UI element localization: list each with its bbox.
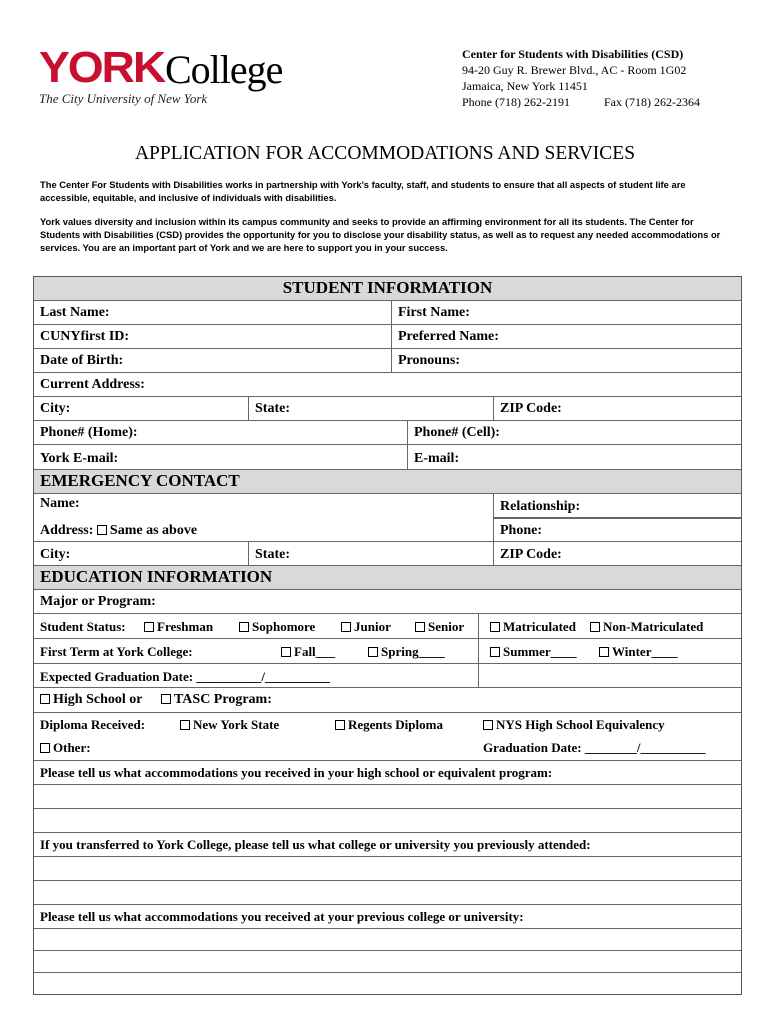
emergency-contact-banner [34,470,741,494]
fax-number: Fax (718) 262-2364 [604,95,700,109]
student-information-banner [34,277,741,301]
first-term-row [34,639,741,664]
summer-option[interactable]: Summer____ [490,644,577,660]
non-matriculated-option[interactable]: Non-Matriculated [590,619,703,635]
address-line-2: Jamaica, New York 11451 [462,79,588,93]
address-line-1: 94-20 Guy R. Brewer Blvd., AC - Room 1G02 [462,63,687,77]
junior-checkbox[interactable] [341,622,351,632]
first-name-field[interactable]: First Name: [398,305,470,320]
preferred-name-field[interactable]: Preferred Name: [398,329,499,344]
transfer-question-row [34,833,741,857]
phone-row [34,421,741,445]
emergency-zip-field[interactable]: ZIP Code: [500,547,562,562]
logo-college-text: College [165,47,283,92]
application-form [33,276,742,995]
hs-answer-line-1[interactable] [34,785,741,809]
intro-paragraph-1: The Center For Students with Disabilities works in partnership with York's faculty, staff, and students to ensure that all aspects of student life are accessible, equitable, and inclusive of individuals with disabilities. [40,179,686,203]
fall-option[interactable]: Fall___ [281,644,335,660]
diploma-received-label: Diploma Received: [40,717,146,732]
dob-row [34,349,741,373]
logo-york-text: YORK [39,43,165,92]
emergency-contact-heading: EMERGENCY CONTACT [40,471,240,490]
relationship-field[interactable]: Relationship: [500,499,581,514]
center-name: Center for Students with Disabilities (CSD) [462,47,684,61]
emergency-name-field[interactable]: Name: [40,496,80,511]
diploma-row [34,713,741,737]
other-diploma-option[interactable]: Other: [40,740,91,756]
spring-checkbox[interactable] [368,647,378,657]
emergency-city-row [34,542,741,566]
prev-college-answer-line-3[interactable] [34,973,741,994]
prev-college-question: Please tell us what accommodations you received at your previous college or university: [40,909,524,924]
name-row [34,301,741,325]
nys-equivalency-checkbox[interactable] [483,720,493,730]
matriculated-option[interactable]: Matriculated [490,619,576,635]
pronouns-field[interactable]: Pronouns: [398,353,460,368]
cell-phone-field[interactable]: Phone# (Cell): [414,425,500,440]
cunyfirst-id-field[interactable]: CUNYfirst ID: [40,329,130,344]
fall-checkbox[interactable] [281,647,291,657]
student-status-label: Student Status: [40,619,126,634]
junior-option[interactable]: Junior [341,619,391,635]
spring-option[interactable]: Spring____ [368,644,445,660]
emergency-address-field[interactable] [40,523,197,539]
high-school-option[interactable]: High School or [40,692,142,708]
transfer-answer-line-1[interactable] [34,857,741,881]
id-row [34,325,741,349]
other-diploma-row [34,737,741,761]
intro-paragraph-2: York values diversity and inclusion within its campus community and seeks to provide an affirming environment for all its students. The Center for Students with Disabilities (CSD) provides the opportunity for you to disclose your disability status, as well as to request any needed accommodations or services. You are an important part of York and we are here to support you in your success. [40,216,721,253]
emergency-state-field[interactable]: State: [255,547,290,562]
email-row [34,445,741,470]
city-row [34,397,741,421]
city-field[interactable]: City: [40,401,71,416]
expected-graduation-field[interactable]: Expected Graduation Date: __________/__________ [40,669,330,684]
nys-diploma-checkbox[interactable] [180,720,190,730]
non-matriculated-checkbox[interactable] [590,622,600,632]
prev-college-answer-line-1[interactable] [34,929,741,951]
current-address-field[interactable]: Current Address: [40,377,145,392]
prev-college-question-row [34,905,741,929]
student-information-heading: STUDENT INFORMATION [282,278,493,297]
regents-diploma-option[interactable]: Regents Diploma [335,717,443,733]
regents-diploma-checkbox[interactable] [335,720,345,730]
expected-graduation-row [34,664,741,688]
nys-equivalency-option[interactable]: NYS High School Equivalency [483,717,665,733]
relationship-cell [493,494,741,518]
sophomore-option[interactable]: Sophomore [239,619,315,635]
prev-college-answer-line-2[interactable] [34,951,741,973]
freshman-option[interactable]: Freshman [144,619,213,635]
high-school-checkbox[interactable] [40,694,50,704]
emergency-address-label: Address: [40,523,94,538]
state-field[interactable]: State: [255,401,290,416]
hs-accommodations-question-row [34,761,741,785]
transfer-answer-line-2[interactable] [34,881,741,905]
hs-accommodations-question: Please tell us what accommodations you received in your high school or equivalent program: [40,765,553,780]
same-as-above-checkbox[interactable] [97,525,107,535]
matriculated-checkbox[interactable] [490,622,500,632]
summer-checkbox[interactable] [490,647,500,657]
program-type-row [34,688,741,713]
center-address-block [462,46,742,110]
emergency-city-field[interactable]: City: [40,547,71,562]
address-row [34,373,741,397]
education-information-banner [34,566,741,590]
page-title: APPLICATION FOR ACCOMMODATIONS AND SERVICES [134,143,636,164]
same-as-above-label: Same as above [109,523,198,538]
graduation-date-field[interactable]: Graduation Date: ________/__________ [483,740,706,755]
zip-code-field[interactable]: ZIP Code: [500,401,562,416]
other-diploma-checkbox[interactable] [40,743,50,753]
hs-answer-line-2[interactable] [34,809,741,833]
emergency-address-row [34,518,741,542]
transfer-question: If you transferred to York College, please tell us what college or university you previously attended: [40,837,591,852]
student-status-row [34,614,741,639]
date-of-birth-field[interactable]: Date of Birth: [40,353,124,368]
freshman-checkbox[interactable] [144,622,154,632]
email-field[interactable]: E-mail: [414,451,460,466]
sophomore-checkbox[interactable] [239,622,249,632]
senior-option[interactable]: Senior [415,619,464,635]
education-information-heading: EDUCATION INFORMATION [40,567,273,586]
phone-number: Phone (718) 262-2191 [462,95,570,109]
nys-diploma-option[interactable]: New York State [180,717,279,733]
logo-subtitle: The City University of New York [39,91,208,106]
york-email-field[interactable]: York E-mail: [40,451,119,466]
senior-checkbox[interactable] [415,622,425,632]
winter-option[interactable]: Winter____ [599,644,677,660]
major-field[interactable]: Major or Program: [40,594,156,609]
last-name-field[interactable]: Last Name: [40,305,110,320]
york-college-logo [39,43,289,108]
major-row [34,590,741,614]
winter-checkbox[interactable] [599,647,609,657]
tasc-option[interactable]: TASC Program: [161,692,272,708]
emergency-phone-field[interactable]: Phone: [500,523,542,538]
first-term-label: First Term at York College: [40,644,193,659]
home-phone-field[interactable]: Phone# (Home): [40,425,138,440]
tasc-checkbox[interactable] [161,694,171,704]
